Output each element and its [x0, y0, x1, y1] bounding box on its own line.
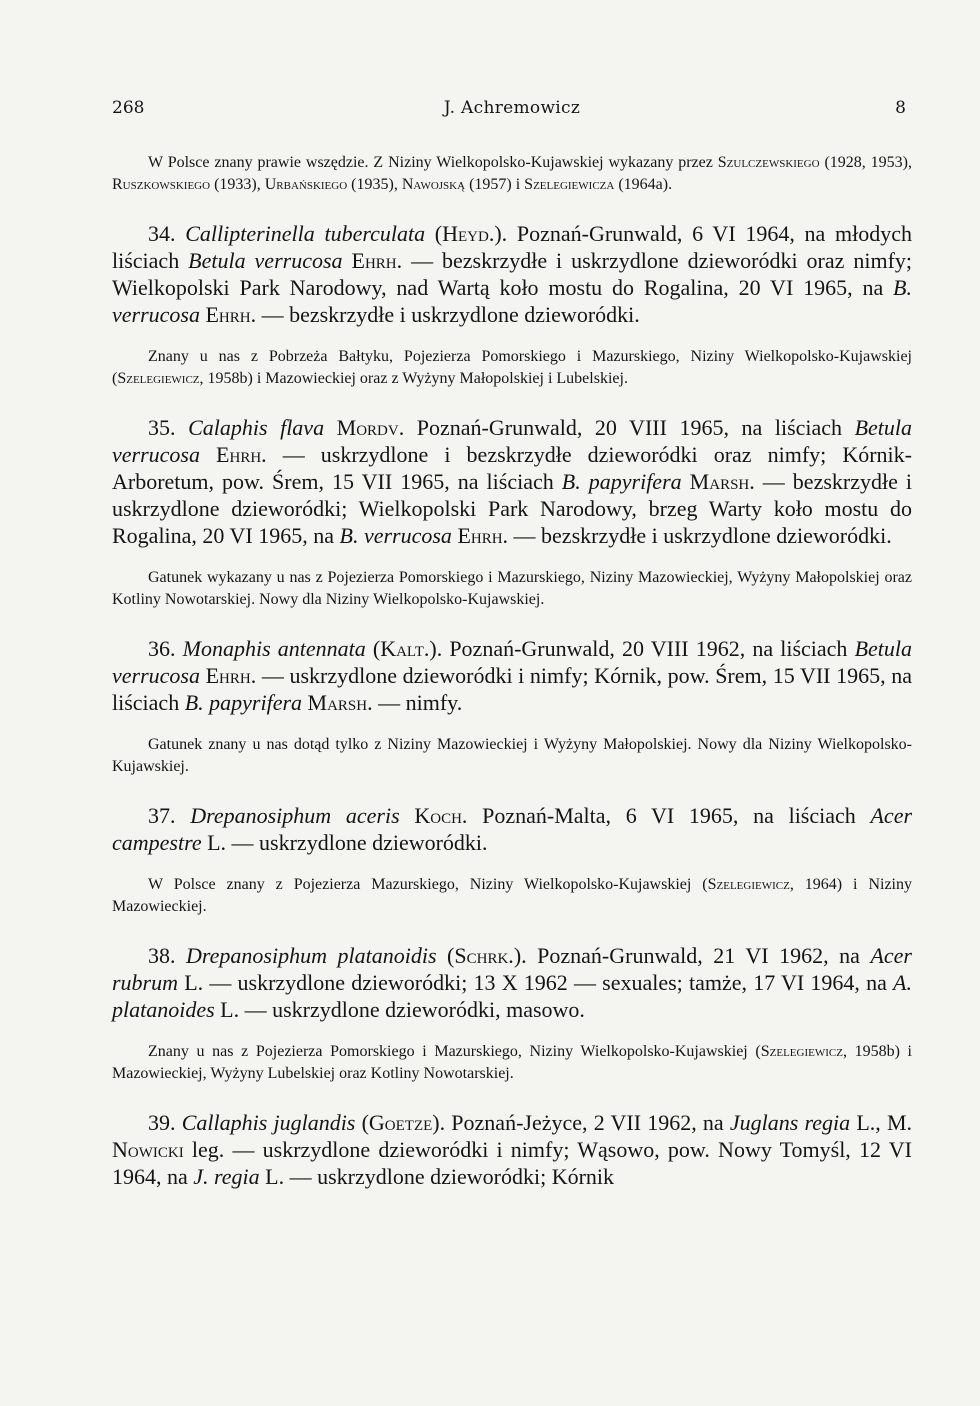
author-name: Mordv.: [336, 415, 405, 440]
text-run: — uskrzydlone dzieworódki i nimfy; Kórnik, pow. Śrem, 15 VII 1965, na liściach: [112, 663, 913, 715]
taxon-name: B. papyrifera: [561, 469, 682, 494]
taxon-name: Betula verrucosa: [188, 248, 343, 273]
species-entry: [112, 802, 912, 856]
text-run: Znany u nas z Pobrzeża Bałtyku, Pojezierza Pomorskiego i Mazurskiego, Niziny Wielkopolsko-Kujawskiej (: [112, 348, 912, 387]
species-entry: [112, 942, 912, 1023]
species-entry: [112, 220, 912, 328]
text-run: 36.: [148, 636, 183, 661]
species-entry: [112, 635, 912, 716]
author-name: Ehrh.: [457, 523, 509, 548]
text-run: W Polsce znany z Pojezierza Mazurskiego, Niziny Wielkopolsko-Kujawskiej (: [148, 876, 708, 893]
taxon-name: Juglans regia: [729, 1110, 851, 1135]
text-run: — uskrzydlone i bezskrzydłe dzieworódki oraz nimfy; Kórnik-Arboretum, pow. Śrem, 15 VII 1965, na liściach: [112, 442, 912, 494]
distribution-note: [112, 1041, 912, 1085]
text-run: (1928, 1953),: [819, 154, 912, 171]
author-name: Urbańskiego: [264, 176, 348, 193]
text-run: L. — uskrzydlone dzieworódki.: [201, 830, 488, 855]
text-run: Znany u nas z Pojezierza Pomorskiego i Mazurskiego, Niziny Wielkopolsko-Kujawskiej (: [148, 1043, 761, 1060]
text-run: — bezskrzydłe i uskrzydlone dzieworódki.: [508, 523, 892, 548]
taxon-name: Drepanosiphum aceris: [190, 803, 400, 828]
taxon-name: Acer rubrum: [112, 943, 912, 995]
author-name: Kalt.: [380, 636, 430, 661]
text-run: [343, 248, 352, 273]
text-run: leg. — uskrzydlone dzieworódki i nimfy; Wąsowo, pow. Nowy Tomyśl, 12 VI 1964, na: [112, 1137, 912, 1189]
text-run: W Polsce znany prawie wszędzie. Z Niziny Wielkopolsko-Kujawskiej wykazany przez: [148, 154, 718, 171]
author-name: Heyd.: [442, 221, 495, 246]
text-run: L., M.: [850, 1110, 913, 1135]
text-run: ). Poznań-Jeżyce, 2 VII 1962, na: [432, 1110, 730, 1135]
author-name: Szelegiewicza: [524, 176, 615, 193]
text-run: — bezskrzydłe i uskrzydlone dzieworódki; Wielkopolski Park Narodowy, brzeg Warty koło mostu do Rogalina, 20 VI 1965, na: [112, 469, 913, 548]
text-run: (: [436, 943, 455, 968]
text-run: (1935),: [347, 176, 402, 193]
text-run: [400, 803, 415, 828]
taxon-name: A. platanoides: [112, 970, 912, 1022]
author-name: Szelegiewicz: [707, 876, 790, 893]
text-run: — bezskrzydłe i uskrzydlone dzieworódki.: [256, 302, 640, 327]
author-name: Szulczewskiego: [717, 154, 820, 171]
text-run: — bezskrzydłe i uskrzydlone dzieworódki oraz nimfy; Wielkopolski Park Narodowy, nad Wartą koło mostu do Rogalina, 20 VI 1965, na: [112, 248, 913, 300]
text-run: (1933),: [210, 176, 265, 193]
text-run: 39.: [148, 1110, 182, 1135]
taxon-name: Acer campestre: [112, 803, 913, 855]
taxon-name: B. verrucosa: [339, 523, 452, 548]
taxon-name: Drepanosiphum platanoidis: [186, 943, 437, 968]
taxon-name: Callipterinella tuberculata: [185, 221, 426, 246]
author-name: Goetze: [368, 1110, 433, 1135]
text-run: — nimfy.: [372, 690, 463, 715]
text-run: , 1958b) i Mazowieckiej oraz z Wyżyny Małopolskiej i Lubelskiej.: [199, 370, 628, 387]
taxon-name: J. regia: [193, 1164, 260, 1189]
taxon-name: Betula verrucosa: [112, 636, 912, 688]
text-run: L. — uskrzydlone dzieworódki, masowo.: [214, 997, 585, 1022]
species-entry: [112, 414, 912, 549]
distribution-note: [112, 567, 912, 611]
text-run: [200, 442, 216, 467]
text-run: (: [355, 1110, 369, 1135]
author-name: Nowicki: [112, 1137, 184, 1162]
header-right-mark: 8: [895, 98, 906, 118]
text-run: ). Poznań-Grunwald, 6 VI 1964, na młodych liściach: [112, 221, 913, 273]
species-entry: [112, 1109, 912, 1190]
text-run: 35.: [148, 415, 189, 440]
distribution-note: [112, 346, 912, 390]
text-run: 38.: [148, 943, 187, 968]
taxon-name: Callaphis juglandis: [181, 1110, 356, 1135]
text-run: L. — uskrzydlone dzieworódki; 13 X 1962 — sexuales; tamże, 17 VI 1964, na: [178, 970, 894, 995]
text-run: (1964a).: [614, 176, 673, 193]
taxon-name: Calaphis flava: [188, 415, 325, 440]
text-run: [324, 415, 337, 440]
text-run: , 1964) i Niziny Mazowieckiej.: [112, 876, 912, 915]
author-name: Szelegiewicz: [117, 370, 200, 387]
text-run: 34.: [148, 221, 186, 246]
author-name: Marsh.: [307, 690, 373, 715]
text-run: , 1958b) i Mazowieckiej, Wyżyny Lubelskiej oraz Kotliny Nowotarskiej.: [112, 1043, 913, 1082]
distribution-note: [112, 734, 912, 778]
distribution-note: [112, 152, 912, 196]
page-header: [112, 98, 912, 122]
author-name: Ehrh.: [351, 248, 403, 273]
taxon-name: B. verrucosa: [112, 275, 912, 327]
text-run: [682, 469, 690, 494]
text-run: (: [365, 636, 381, 661]
author-name: Ehrh.: [216, 442, 267, 467]
text-run: Poznań-Malta, 6 VI 1965, na liściach: [467, 803, 871, 828]
text-run: 37.: [148, 803, 191, 828]
text-run: (: [425, 221, 443, 246]
taxon-name: Betula verrucosa: [112, 415, 913, 467]
text-run: L. — uskrzydlone dzieworódki; Kórnik: [259, 1164, 615, 1189]
text-run: ). Poznań-Grunwald, 21 VI 1962, na: [513, 943, 871, 968]
text-run: Poznań-Grunwald, 20 VIII 1965, na liściach: [404, 415, 855, 440]
author-name: Nawojską: [401, 176, 466, 193]
author-name: Ehrh.: [205, 663, 257, 688]
text-run: (1957) i: [465, 176, 525, 193]
author-name: Ruszkowskiego: [112, 176, 211, 193]
taxon-name: B. papyrifera: [184, 690, 303, 715]
text-run: Gatunek znany u nas dotąd tylko z Niziny Mazowieckiej i Wyżyny Małopolskiej. Nowy dla Niziny Wielkopolsko-Kujawskiej.: [112, 736, 912, 775]
taxon-name: Monaphis antennata: [182, 636, 366, 661]
author-name: Marsh.: [689, 469, 755, 494]
text-run: Gatunek wykazany u nas z Pojezierza Pomorskiego i Mazurskiego, Niziny Mazowieckiej, Wyżyny Małopolskiej oraz Kotliny Nowotarskiej. Nowy dla Niziny Wielkopolsko-Kujawskiej.: [112, 569, 912, 608]
distribution-note: [112, 874, 912, 918]
body-text: [112, 152, 912, 1190]
author-name: Szelegiewicz: [760, 1043, 843, 1060]
text-run: ). Poznań-Grunwald, 20 VIII 1962, na liściach: [429, 636, 855, 661]
running-title: J. Achremowicz: [443, 98, 581, 118]
author-name: Ehrh.: [205, 302, 257, 327]
author-name: Schrk.: [454, 943, 514, 968]
page-number: 268: [112, 98, 145, 118]
author-name: Koch.: [414, 803, 468, 828]
